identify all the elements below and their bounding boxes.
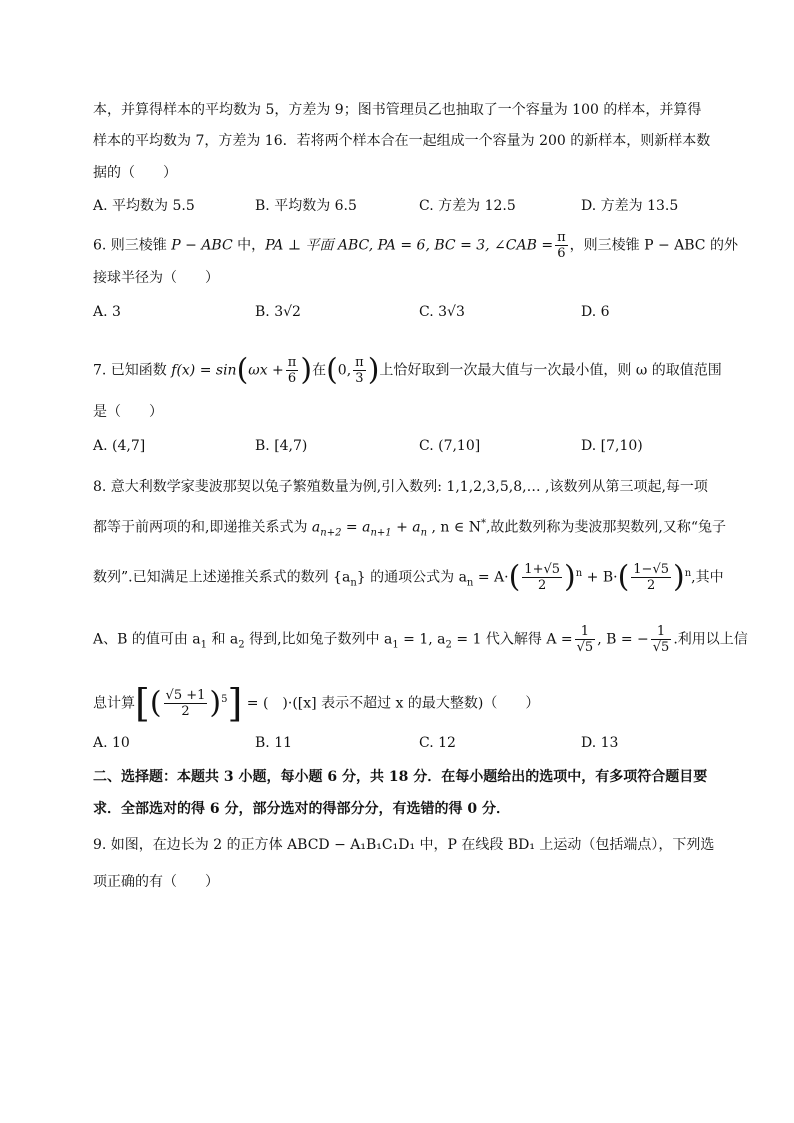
q8-l3-frac1-num: 1+√5 xyxy=(524,562,561,577)
q9-text-line-2: 项正确的有（ ） xyxy=(93,874,219,890)
q8-l4-sub3: 1 xyxy=(392,639,399,651)
q8-l4-sub2: 2 xyxy=(238,639,245,651)
q6-text-line-1 xyxy=(93,230,738,261)
q8-option-a[interactable]: A. 10 xyxy=(93,735,130,751)
q8-l5-tail: = ( )·([x] 表示不超过 x 的最大整数)（ ） xyxy=(242,695,540,712)
q9-text-line-1: 9. 如图，在边长为 2 的正方体 ABCD − A₁B₁C₁D₁ 中，P 在线段 BD₁ 上运动（包括端点），下列选 xyxy=(93,837,715,853)
q8-l4-tail: .利用以上信 xyxy=(673,631,748,648)
q7-interval-close: ) xyxy=(367,352,380,388)
q8-text-line-3 xyxy=(93,559,724,595)
q8-l2-star: * xyxy=(480,518,486,529)
q5-text-line-1: 本，并算得样本的平均数为 5，方差为 9；图书管理员乙也抽取了一个容量为 100 的样本，并算得 xyxy=(93,102,702,118)
q8-l3-b: + B· xyxy=(582,569,618,586)
q6-suffix: ，则三棱锥 P − ABC 的外 xyxy=(569,237,738,254)
q8-option-d[interactable]: D. 13 xyxy=(581,735,619,751)
q8-l2-eq: = a xyxy=(341,519,371,536)
q8-l4-mid: 得到,比如兔子数列中 a xyxy=(244,631,393,648)
section2-line-1: 二、选择题：本题共 3 小题，每小题 6 分，共 18 分．在每小题给出的选项中，有多项符合题目要 xyxy=(93,769,708,785)
q7-interval-fraction xyxy=(353,355,366,386)
q7-suffix: 上恰好取到一次最大值与一次最小值，则 ω 的取值范围 xyxy=(379,362,722,379)
q6-frac-den: 6 xyxy=(557,246,566,261)
q8-l2-set: , n ∈ N xyxy=(427,519,481,536)
q8-l2-sub3: n xyxy=(420,527,428,539)
q6-pabc: P − ABC xyxy=(171,237,233,254)
q8-l4-and: 和 a xyxy=(207,631,239,648)
q7-in: 在 xyxy=(312,362,327,379)
q8-l4-fracA-den: √5 xyxy=(576,640,594,655)
q7-interval-left: 0, xyxy=(337,362,352,379)
q7-text-line-2: 是（ ） xyxy=(93,404,163,420)
q8-l5-frac-num: √5 +1 xyxy=(165,688,206,703)
q5-text-line-2: 样本的平均数为 7，方差为 16．若将两个样本合在一起组成一个容量为 200 的新样本，则新样本数 xyxy=(93,133,711,149)
q8-l3-paren2-close: ) xyxy=(673,559,685,595)
q8-text-line-4 xyxy=(93,624,748,655)
q8-l2-plus: + a xyxy=(391,519,421,536)
q5-option-b[interactable]: B. 平均数为 6.5 xyxy=(255,198,357,214)
q6-option-a[interactable]: A. 3 xyxy=(93,304,121,320)
q7-paren-open: ( xyxy=(236,352,249,388)
q8-l2-text: 都等于前两项的和,即递推关系式为 xyxy=(93,519,312,536)
q7-paren-close: ) xyxy=(300,352,313,388)
q6-mid: 中， xyxy=(232,237,266,254)
q8-l3-paren1-close: ) xyxy=(564,559,576,595)
q6-fraction xyxy=(555,230,568,261)
q8-l5-paren-close: ) xyxy=(209,685,222,721)
q8-options xyxy=(93,735,703,755)
q8-text-line-1: 8. 意大利数学家斐波那契以兔子繁殖数量为例,引入数列: 1,1,2,3,5,8,… ,该数列从第三项起,每一项 xyxy=(93,479,708,495)
q8-l3-frac2-num: 1−√5 xyxy=(633,562,669,577)
q6-options xyxy=(93,304,703,324)
q8-l4-solve: = 1 代入解得 A = xyxy=(451,631,573,648)
q6-option-b[interactable]: B. 3√2 xyxy=(255,304,301,320)
q8-l4-text: A、B 的值可由 a xyxy=(93,631,201,648)
q7-arg: ωx + xyxy=(248,362,284,379)
q7-option-b[interactable]: B. [4,7) xyxy=(255,438,308,454)
q8-l3-tail: ,其中 xyxy=(691,569,724,586)
q8-l2-tail: ,故此数列称为斐波那契数列,又称“兔子 xyxy=(485,519,727,536)
q6-prefix: 6. 则三棱锥 xyxy=(93,237,172,254)
q8-l4-b: , B = − xyxy=(597,631,649,648)
q6-option-c[interactable]: C. 3√3 xyxy=(419,304,465,320)
q8-l5-frac-den: 2 xyxy=(181,704,190,719)
q8-l5-bracket-close: ] xyxy=(227,681,243,726)
q8-l4-sub4: 2 xyxy=(445,639,452,651)
q7-int-den: 3 xyxy=(355,371,364,386)
q7-options xyxy=(93,438,703,458)
q5-option-a[interactable]: A. 平均数为 5.5 xyxy=(93,198,195,214)
q7-interval-open: ( xyxy=(326,352,338,388)
q6-frac-num: π xyxy=(557,230,566,245)
q8-text-line-2 xyxy=(93,514,727,543)
q8-l4-fracB-num: 1 xyxy=(651,624,672,640)
q8-l3-formula: } 的通项公式为 a xyxy=(356,569,467,586)
q6-text-line-2: 接球半径为（ ） xyxy=(93,270,219,286)
q8-l4-eq1: = 1, a xyxy=(398,631,446,648)
q7-fraction xyxy=(286,355,299,386)
q7-option-c[interactable]: C. (7,10] xyxy=(419,438,481,454)
q8-l5-paren-open: ( xyxy=(149,685,162,721)
q8-l3-a: = A· xyxy=(473,569,509,586)
q7-prefix: 7. 已知函数 xyxy=(93,362,172,379)
q8-l4-sub1: 1 xyxy=(200,639,208,651)
q5-option-c[interactable]: C. 方差为 12.5 xyxy=(419,198,516,214)
q5-text-line-3: 据的（ ） xyxy=(93,165,177,181)
q8-l3-paren2-open: ( xyxy=(617,559,630,595)
q7-frac-num: π xyxy=(287,355,297,370)
q8-l5-exp: 5 xyxy=(221,693,228,705)
q7-option-a[interactable]: A. (4,7] xyxy=(93,438,146,454)
q6-option-d[interactable]: D. 6 xyxy=(581,304,610,320)
q7-text-line-1 xyxy=(93,352,722,388)
section2-line-2: 求．全部选对的得 6 分，部分选对的得部分分，有选错的得 0 分． xyxy=(93,801,510,817)
q8-l3-frac1-den: 2 xyxy=(538,578,547,593)
q7-int-num: π xyxy=(355,355,364,370)
q7-function: f(x) = sin xyxy=(171,362,237,379)
q8-l3-paren1-open: ( xyxy=(508,559,521,595)
q8-l2-a: a xyxy=(311,519,321,536)
q8-option-c[interactable]: C. 12 xyxy=(419,735,456,751)
q8-l3-text: 数列”.已知满足上述递推关系式的数列 {a xyxy=(93,569,351,586)
q5-options xyxy=(93,195,703,215)
q8-l3-exp2: n xyxy=(684,567,692,579)
q8-l5-frac xyxy=(164,688,208,719)
q6-condition: PA ⊥ 平面 ABC, PA = 6, BC = 3, ∠CAB = xyxy=(265,237,554,254)
q8-l5-text: 息计算 xyxy=(93,695,135,712)
q8-l5-bracket-open: [ xyxy=(135,681,150,726)
q8-l2-sub2: n+1 xyxy=(370,527,392,539)
q8-l3-sub1: n xyxy=(350,577,357,589)
q8-l2-sub1: n+2 xyxy=(320,527,342,539)
q7-option-d[interactable]: D. [7,10) xyxy=(581,438,643,454)
q7-frac-den: 6 xyxy=(287,371,297,386)
q8-l4-fracB xyxy=(651,624,672,655)
q8-option-b[interactable]: B. 11 xyxy=(255,735,293,751)
q5-option-d[interactable]: D. 方差为 13.5 xyxy=(581,198,679,214)
q8-l3-sub2: n xyxy=(466,577,474,589)
q8-l3-frac2 xyxy=(631,562,671,593)
q8-l4-fracB-den: √5 xyxy=(652,640,670,655)
q8-text-line-5 xyxy=(93,681,703,726)
q8-l3-exp1: n xyxy=(575,567,583,579)
q8-l3-frac2-den: 2 xyxy=(647,578,656,593)
q8-l4-fracA xyxy=(575,624,596,655)
q8-l4-fracA-num: 1 xyxy=(575,624,596,640)
q8-l3-frac1 xyxy=(522,562,562,593)
